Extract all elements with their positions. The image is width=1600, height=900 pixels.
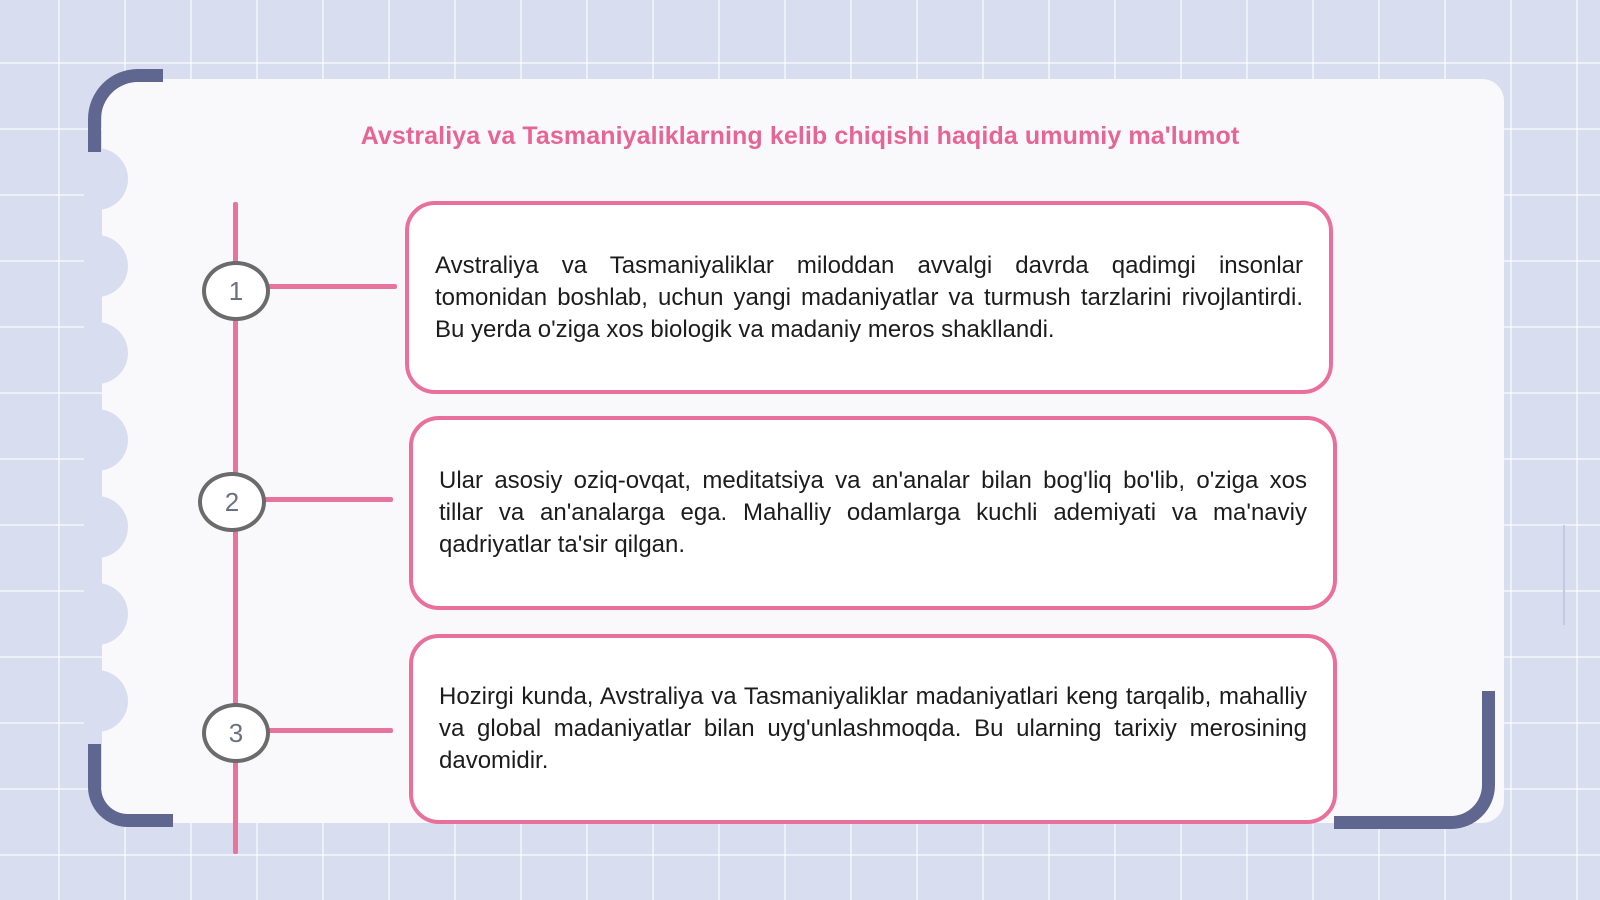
step-box (409, 634, 1337, 824)
step-connector (264, 284, 397, 289)
step-number-badge (198, 472, 266, 532)
step-number-badge (202, 703, 270, 763)
frame-corner-bottom-left (88, 744, 173, 827)
step-text: Hozirgi kunda, Avstraliya va Tasmaniyaliklar madaniyatlari keng tarqalib, mahalliy va global madaniyatlar bilan uyg'unlashmoqda. Bu ularning tarixiy merosining davomidir. (439, 683, 1307, 774)
step-connector (261, 497, 393, 502)
step-text: Ular asosiy oziq-ovqat, meditatsiya va an'analar bilan bog'liq bo'lib, o'ziga xos tillar va an'analarga ega. Mahalliy odamlarga kuchli ademiyati va ma'naviy qadriyatlar ta'sir qilgan. (439, 467, 1307, 558)
step-box (405, 201, 1333, 394)
slide-title: Avstraliya va Tasmaniyaliklarning kelib chiqishi haqida umumiy ma'lumot (360, 122, 1240, 150)
step-number-badge (202, 261, 270, 321)
frame-corner-bottom-right (1334, 691, 1495, 829)
step-number: 3 (228, 717, 244, 748)
step-box (409, 416, 1337, 610)
step-connector (264, 728, 393, 733)
step-text: Avstraliya va Tasmaniyaliklar miloddan avvalgi davrda qadimgi insonlar tomonidan boshlab, uchun yangi madaniyatlar va turmush tarzlarini rivojlantirdi. Bu yerda o'ziga xos biologik va madaniy meros shakllandi. (435, 251, 1303, 343)
step-number: 2 (224, 486, 240, 517)
step-number: 1 (228, 275, 244, 306)
frame-corner-top-left (88, 69, 163, 152)
decorative-line (1563, 525, 1565, 625)
